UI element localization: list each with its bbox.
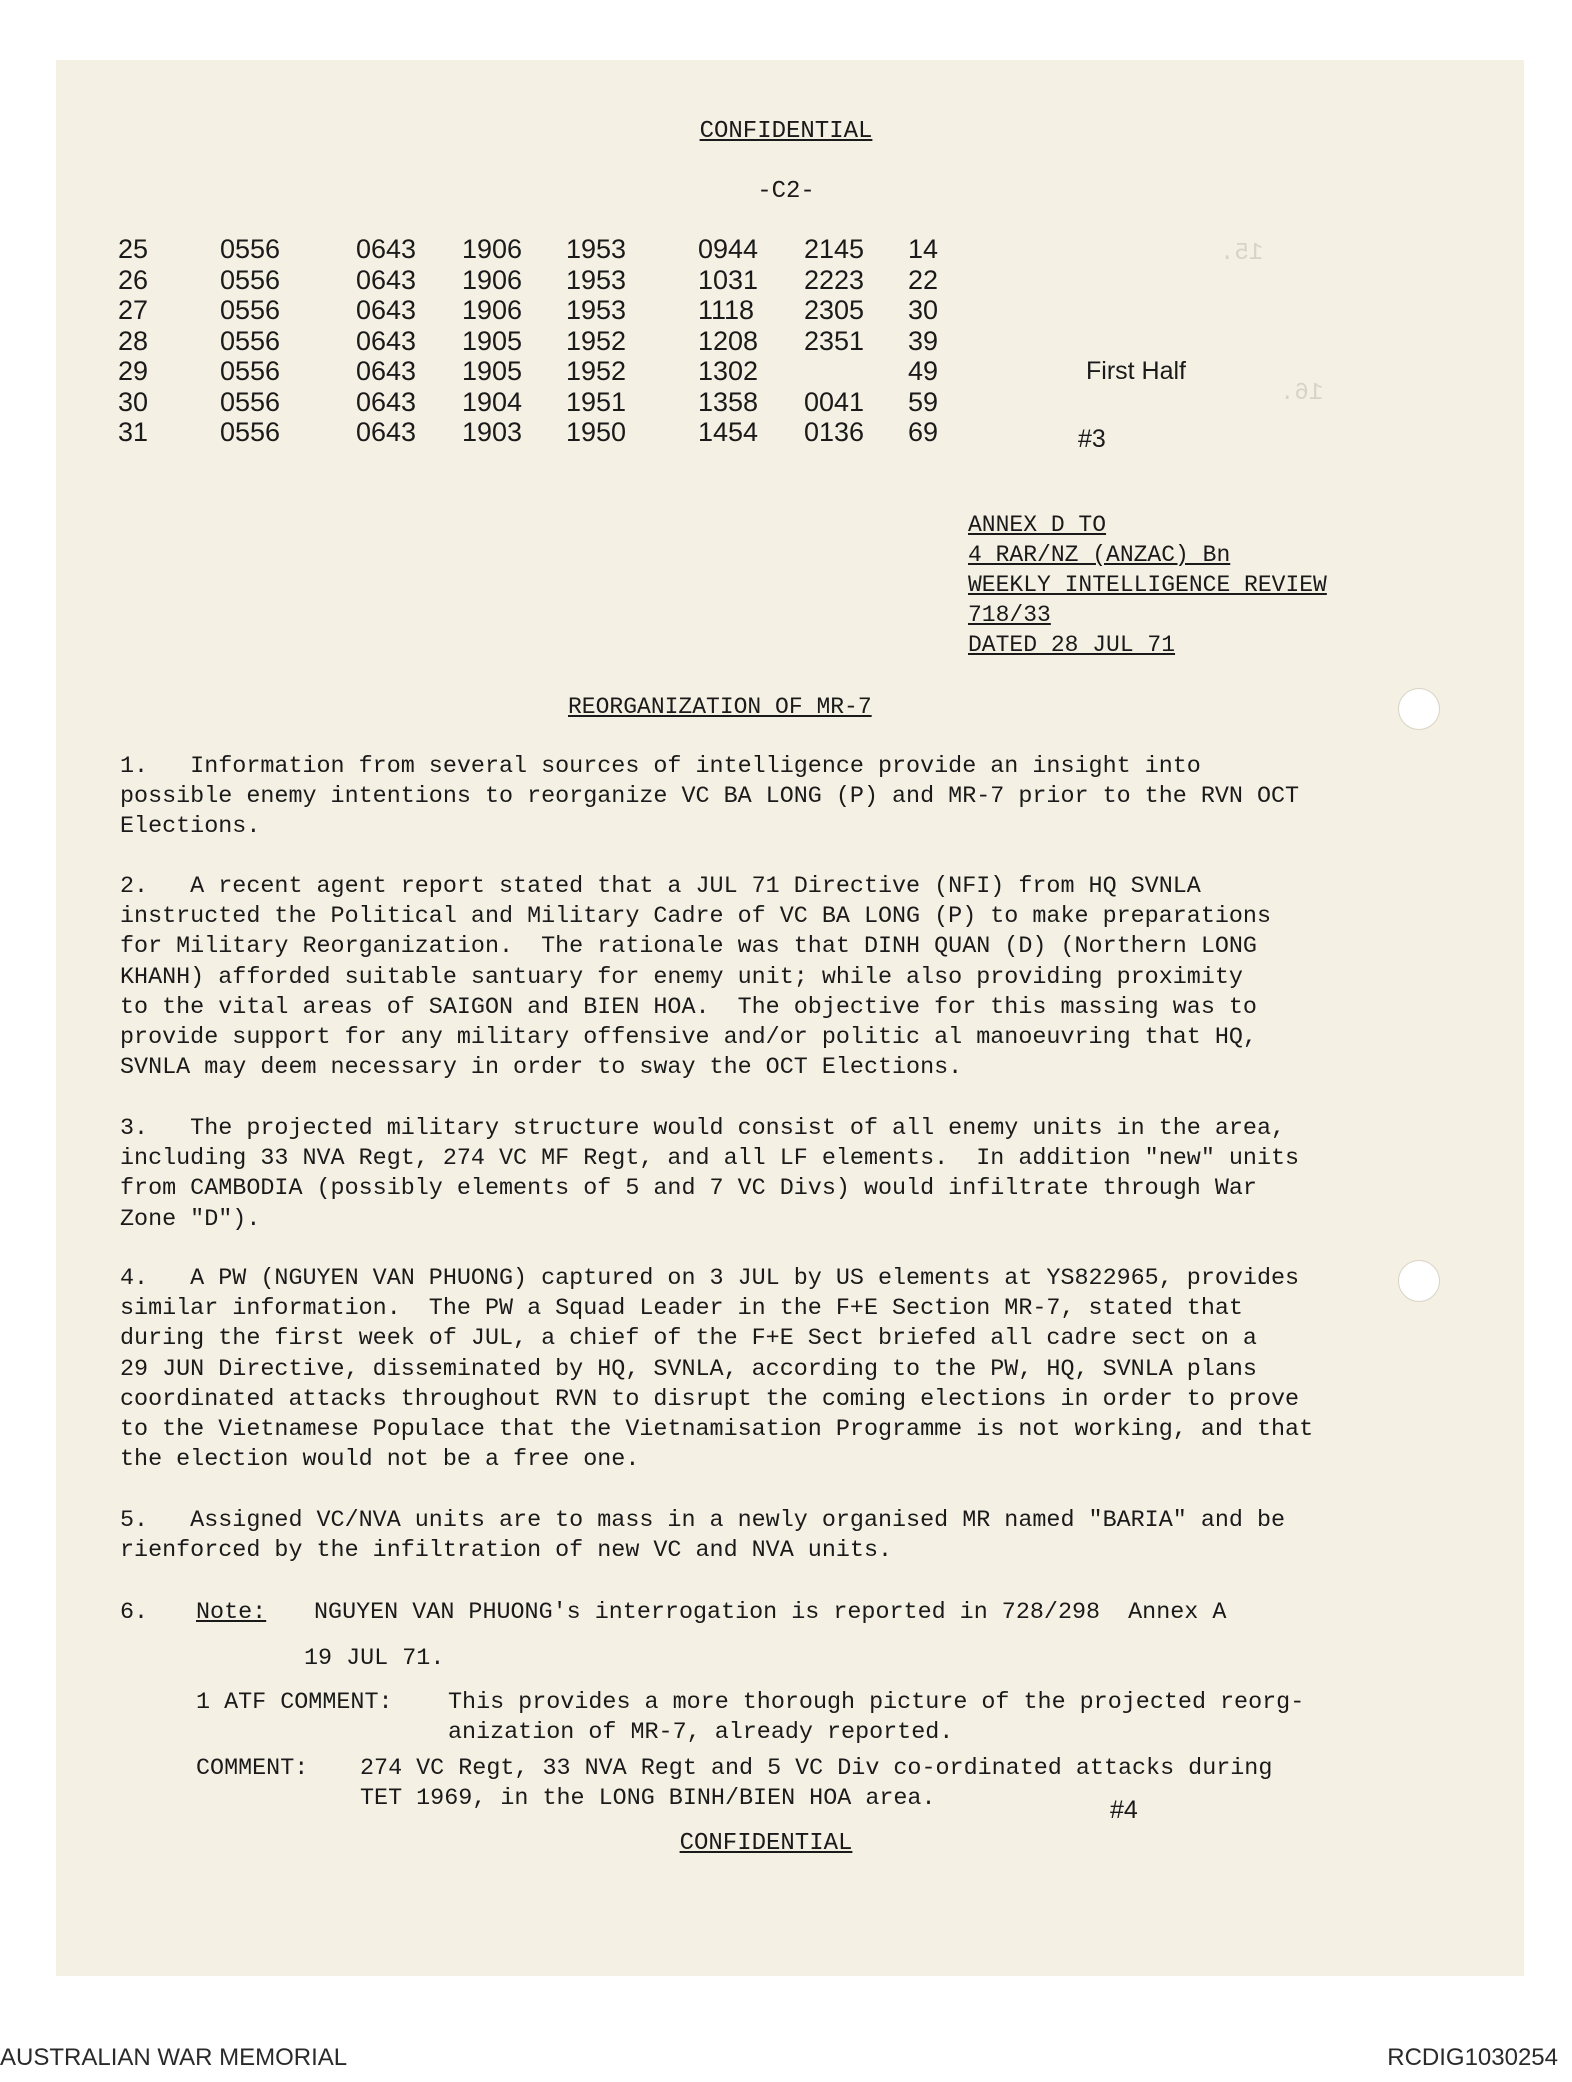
annex-line: DATED 28 JUL 71 [968,632,1176,658]
table-cell: 1302 [698,356,759,386]
table-cell: 0643 [356,325,417,356]
paragraph-4: 4. A PW (NGUYEN VAN PHUONG) captured on 3 JUL by US elements at YS822965, provides similar information. The PW a Squad Leader in the F+E Section MR-7, stated that during the first week of JUL, a chief of the F+E Sect briefed all cadre sect on a 29 JUN Directive, disseminated by HQ, SVNLA, according to the PW, HQ, SVNLA plans coordinated attacks throughout RVN to disrupt the coming elections in order to prove to the Vietnamese Populace that the Vietnamisation Programme is not working, and that the election would not be a free one. [120,1266,1314,1474]
table-cell: 0643 [356,264,417,295]
table-cell: 0556 [220,417,281,447]
paragraph-6-number: 6. [120,1600,149,1626]
table-cell: 0643 [356,417,417,447]
punch-hole-top [1398,688,1440,730]
table-cell: 0556 [220,386,281,417]
table-cell: 1906 [462,295,523,325]
table-cell: 1118 [698,295,755,325]
annex-reference [968,510,1327,660]
atf-comment-label: 1 ATF COMMENT: [196,1690,393,1716]
atf-comment-text: This provides a more thorough picture of the projected reorg- anization of MR-7, already reported. [448,1690,1305,1747]
annex-line: 4 RAR/NZ (ANZAC) Bn [968,542,1231,568]
table-cell: 1906 [462,234,523,264]
table-cell: 1454 [698,417,759,447]
table-cell: 39 [908,325,939,356]
table-cell: 1208 [698,325,759,356]
table-cell: 1905 [462,325,523,356]
table-cell: 0643 [356,356,417,386]
annex-line: 718/33 [968,602,1051,628]
table-cell: 2145 [804,234,865,264]
table-cell: 1950 [566,417,627,447]
table-cell: 49 [908,356,939,386]
table-cell: 0643 [356,386,417,417]
table-cell: 0041 [804,386,865,417]
table-cell: 25 [118,234,149,264]
table-cell: 0944 [698,234,759,264]
table-cell: 31 [118,417,149,447]
table-cell: 1903 [462,417,523,447]
table-cell: 1952 [566,356,627,386]
table-cell: 1953 [566,264,627,295]
comment-label: COMMENT: [196,1756,309,1782]
table-cell: 1031 [698,264,759,295]
table-cell: 0556 [220,234,281,264]
table-cell: 1951 [566,386,627,417]
table-cell: 14 [908,234,939,264]
table-cell: 2351 [804,325,865,356]
table-cell: 1953 [566,295,627,325]
table-cell: 2305 [804,295,865,325]
paragraph-5: 5. Assigned VC/NVA units are to mass in a newly organised MR named "BARIA" and be rienforced by the infiltration of new VC and NVA units. [120,1508,1286,1565]
classification-header: CONFIDENTIAL [699,118,873,145]
paragraph-2: 2. A recent agent report stated that a JUL 71 Directive (NFI) from HQ SVNLA instructed the Political and Military Cadre of VC BA LONG (P) to make preparations for Military Reorganization. The rationale was that DINH QUAN (D) (Northern LONG KHANH) afforded suitable santuary for enemy unit; while also providing proximity to the vital areas of SAIGON and BIEN HOA. The objective for this massing was to provide support for any military offensive and/or politic al manoeuvring that HQ, SVNLA may deem necessary in order to sway the OCT Elections. [120,874,1272,1082]
annex-line: WEEKLY INTELLIGENCE REVIEW [968,572,1327,598]
table-cell: 0556 [220,295,281,325]
paragraph-6-label: Note: [196,1600,267,1626]
page-mark-3: #3 [1078,425,1106,453]
paragraph-1: 1. Information from several sources of intelligence provide an insight into possible enemy intentions to reorganize VC BA LONG (P) and MR-7 prior to the RVN OCT Elections. [120,754,1300,841]
table-cell: 0643 [356,234,417,264]
table-cell: 26 [118,264,149,295]
paragraph-6-text: NGUYEN VAN PHUONG's interrogation is reported in 728/298 Annex A [314,1600,1227,1626]
table-cell: 0556 [220,264,281,295]
table-cell: 0556 [220,356,281,386]
punch-hole-bottom [1398,1260,1440,1302]
table-cell: 1953 [566,234,627,264]
paragraph-6-date: 19 JUL 71. [304,1646,445,1672]
table-cell: 1952 [566,325,627,356]
document-title: REORGANIZATION OF MR-7 [568,694,872,720]
table-note: First Half [1086,357,1186,385]
table-cell: 2223 [804,264,865,295]
table-cell: 30 [118,386,149,417]
table-cell: 30 [908,295,939,325]
page-marker: -C2- [757,178,815,205]
annex-line: ANNEX D TO [968,512,1107,538]
bleed-through-text: 15. [1220,240,1264,267]
table-cell: 0136 [804,417,865,447]
page-mark-4: #4 [1110,1796,1138,1824]
table-cell: 0643 [356,295,417,325]
paragraph-3: 3. The projected military structure would consist of all enemy units in the area, including 33 NVA Regt, 274 VC MF Regt, and all LF elements. In addition "new" units from CAMBODIA (possibly elements of 5 and 7 VC Divs) would infiltrate through War Zone "D"). [120,1116,1300,1233]
table-cell: 28 [118,325,149,356]
archive-credit: AUSTRALIAN WAR MEMORIAL [0,2044,348,2071]
table-cell: 22 [908,264,939,295]
comment-text: 274 VC Regt, 33 NVA Regt and 5 VC Div co-ordinated attacks during TET 1969, in the LONG BINH/BIEN HOA area. [360,1756,1273,1813]
classification-footer: CONFIDENTIAL [679,1830,853,1857]
table-cell: 29 [118,356,149,386]
table-cell: 1358 [698,386,759,417]
table-cell: 1905 [462,356,523,386]
archive-id: RCDIG1030254 [1387,2044,1558,2071]
table-cell: 0556 [220,325,281,356]
bleed-through-text: 16. [1280,380,1324,407]
table-cell: 1904 [462,386,523,417]
table-cell: 69 [908,417,939,447]
table-cell: 27 [118,295,149,325]
table-cell: 1906 [462,264,523,295]
table-cell: 59 [908,386,939,417]
